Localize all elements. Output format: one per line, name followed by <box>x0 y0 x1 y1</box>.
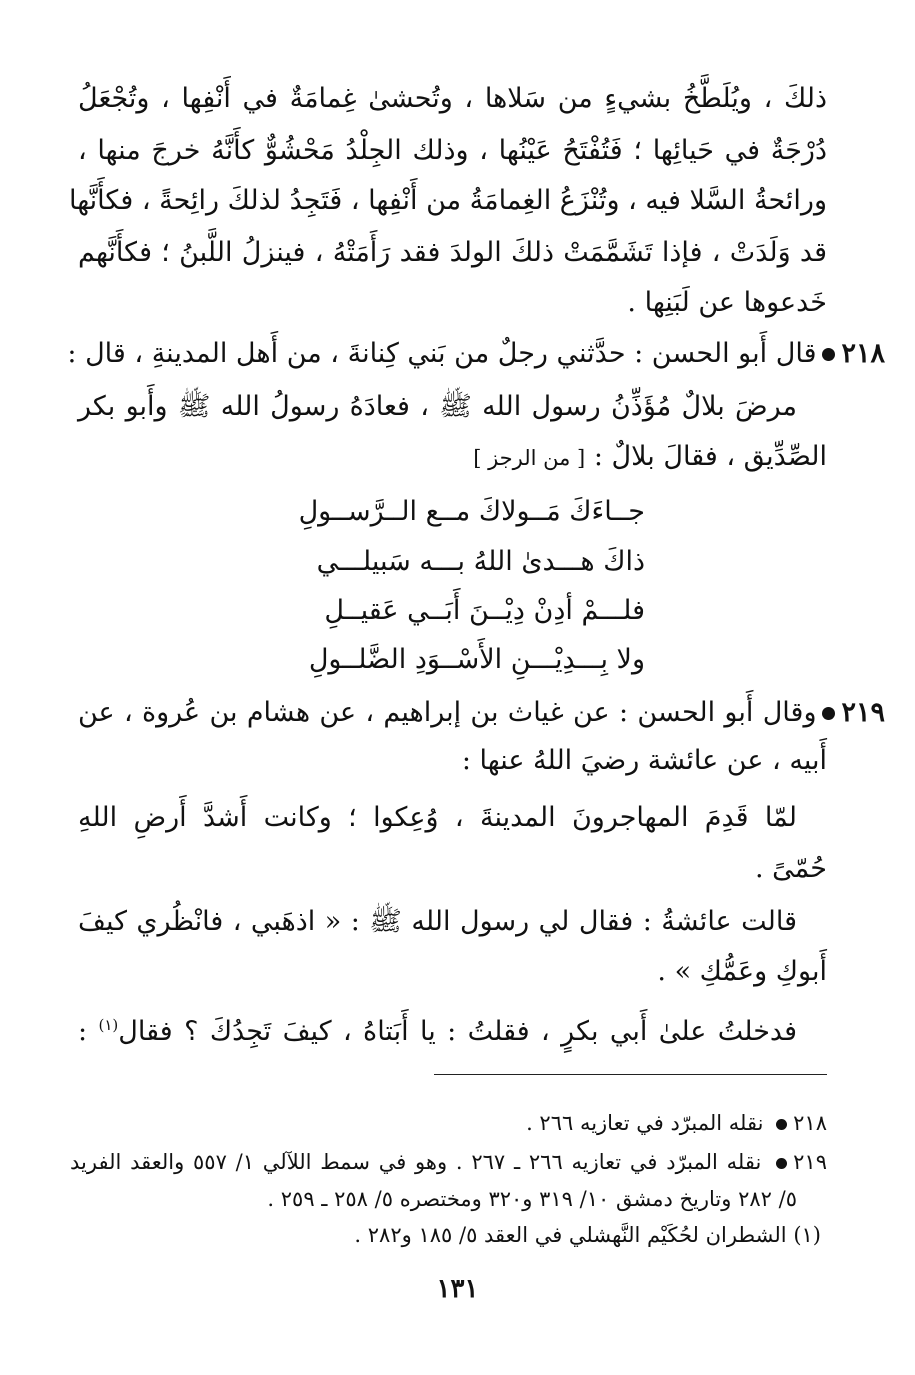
verse-line: ذاكَ هـــدىٰ اللهُ بـــه سَبيلـــي <box>316 546 645 577</box>
text-line <box>78 1008 797 1049</box>
bullet-icon <box>822 707 835 720</box>
text-line: دُرْجَةٌ في حَيائِها ؛ فَتُفْتَحُ عَيْنُها ، وذلك الجِلْدُ مَحْشُوٌّ كأَنَّهُ خرجَ منها ، <box>78 135 827 166</box>
bullet-icon <box>776 1158 787 1169</box>
footnote-text: نقله المبرّد في تعازيه ٢٦٦ . <box>526 1111 764 1135</box>
paragraph-218-heading <box>67 337 885 371</box>
footnote-218 <box>70 1110 827 1136</box>
text-line-content: فدخلتُ علىٰ أَبي بكرٍ ، فقلتُ : يا أَبَتاهُ ، كيفَ تَجِدُكَ ؟ فقال <box>118 1016 797 1047</box>
footnote-text: نقله المبرّد في تعازيه ٢٦٦ ـ ٢٦٧ . وهو في سمط اللآلي ١/ ٥٥٧ والعقد الفريد <box>70 1150 762 1174</box>
verse-line: جــاءَكَ مَــولاكَ مــع الــرَّســولِ <box>298 496 645 527</box>
footnote-number: ٢١٨ <box>793 1111 827 1135</box>
footnote-separator <box>434 1074 827 1075</box>
footnote-number: ٢١٩ <box>793 1150 827 1174</box>
footnote-1 <box>70 1222 821 1248</box>
footnote-number: (١) <box>793 1223 821 1247</box>
text-line-content: الصِّدِّيق ، فقالَ بلالٌ : <box>593 441 827 472</box>
verse-line: ولا بِـــدِيْـــنِ الأَسْــوَدِ الضَّلــولِ <box>308 644 645 675</box>
footnote-text: الشطران لحُكَيْم النَّهشلي في العقد ٥/ ١٨٥ و٢٨٢ . <box>354 1223 787 1247</box>
footnote-219 <box>70 1149 827 1175</box>
text-line: أَبوكِ وعَمُّكِ » . <box>657 956 827 987</box>
footnote-ref: (١) <box>98 1016 119 1034</box>
paragraph-number: ٢١٨ <box>841 338 885 369</box>
paragraph-heading-text: قال أَبو الحسن : حدَّثني رجلٌ من بَني كِنانةَ ، من أَهل المدينةِ ، قال : <box>67 338 817 369</box>
paragraph-heading-text: وقال أَبو الحسن : عن غياث بن إبراهيم ، عن هشام بن عُروة ، عن <box>78 697 817 728</box>
text-line: حُمّىً . <box>755 853 827 884</box>
page-number: ١٣١ <box>436 1274 479 1304</box>
text-line: قد وَلَدَتْ ، فإذا تَشَمَّمَتْ ذلكَ الولدَ فقد رَأَمَتْهُ ، فينزلُ اللَّبنُ ؛ فكأَنَّهم <box>78 237 827 268</box>
text-line: ذلكَ ، ويُلَطَّخُ بشيءٍ من سَلاها ، وتُحشىٰ غِمامَةٌ في أَنْفِها ، وتُجْعَلُ <box>78 83 827 114</box>
footnote-219-continuation: ٥/ ٢٨٢ وتاريخ دمشق ١٠/ ٣١٩ و٣٢٠ ومختصره ٥/ ٢٥٨ ـ ٢٥٩ . <box>267 1187 797 1211</box>
text-line: مرضَ بلالٌ مُؤَذِّنُ رسول الله ﷺ ، فعادَهُ رسولُ الله ﷺ وأَبو بكر <box>78 391 797 422</box>
bullet-icon <box>776 1119 787 1130</box>
text-line: أَبيه ، عن عائشة رضيَ اللهُ عنها : <box>461 745 827 776</box>
text-line: لمّا قَدِمَ المهاجرونَ المدينةَ ، وُعِكوا ؛ وكانت أَشدَّ أَرضِ اللهِ <box>78 802 797 833</box>
text-line: ورائحةُ السَّلا فيه ، وتُنْزَعُ الغِمامَةُ من أَنْفِها ، فَتَجِدُ لذلكَ رائِحةً ، فكأَنَّها <box>69 185 827 216</box>
text-line: قالت عائشةُ : فقال لي رسول الله ﷺ : « اذهَبي ، فانْظُري كيفَ <box>78 906 797 937</box>
paragraph-number: ٢١٩ <box>841 697 885 728</box>
meter-label: [ من الرجز ] <box>473 446 586 470</box>
text-line <box>78 440 827 475</box>
bullet-icon <box>822 348 835 361</box>
text-line: خَدعوها عن لَبَنِها . <box>627 287 827 318</box>
verse-line: فلـــمْ أدِنْ دِيْــنَ أَبَــي عَقيــلِ <box>324 595 645 626</box>
text-line-end: : <box>78 1016 99 1047</box>
paragraph-219-heading <box>78 696 885 730</box>
